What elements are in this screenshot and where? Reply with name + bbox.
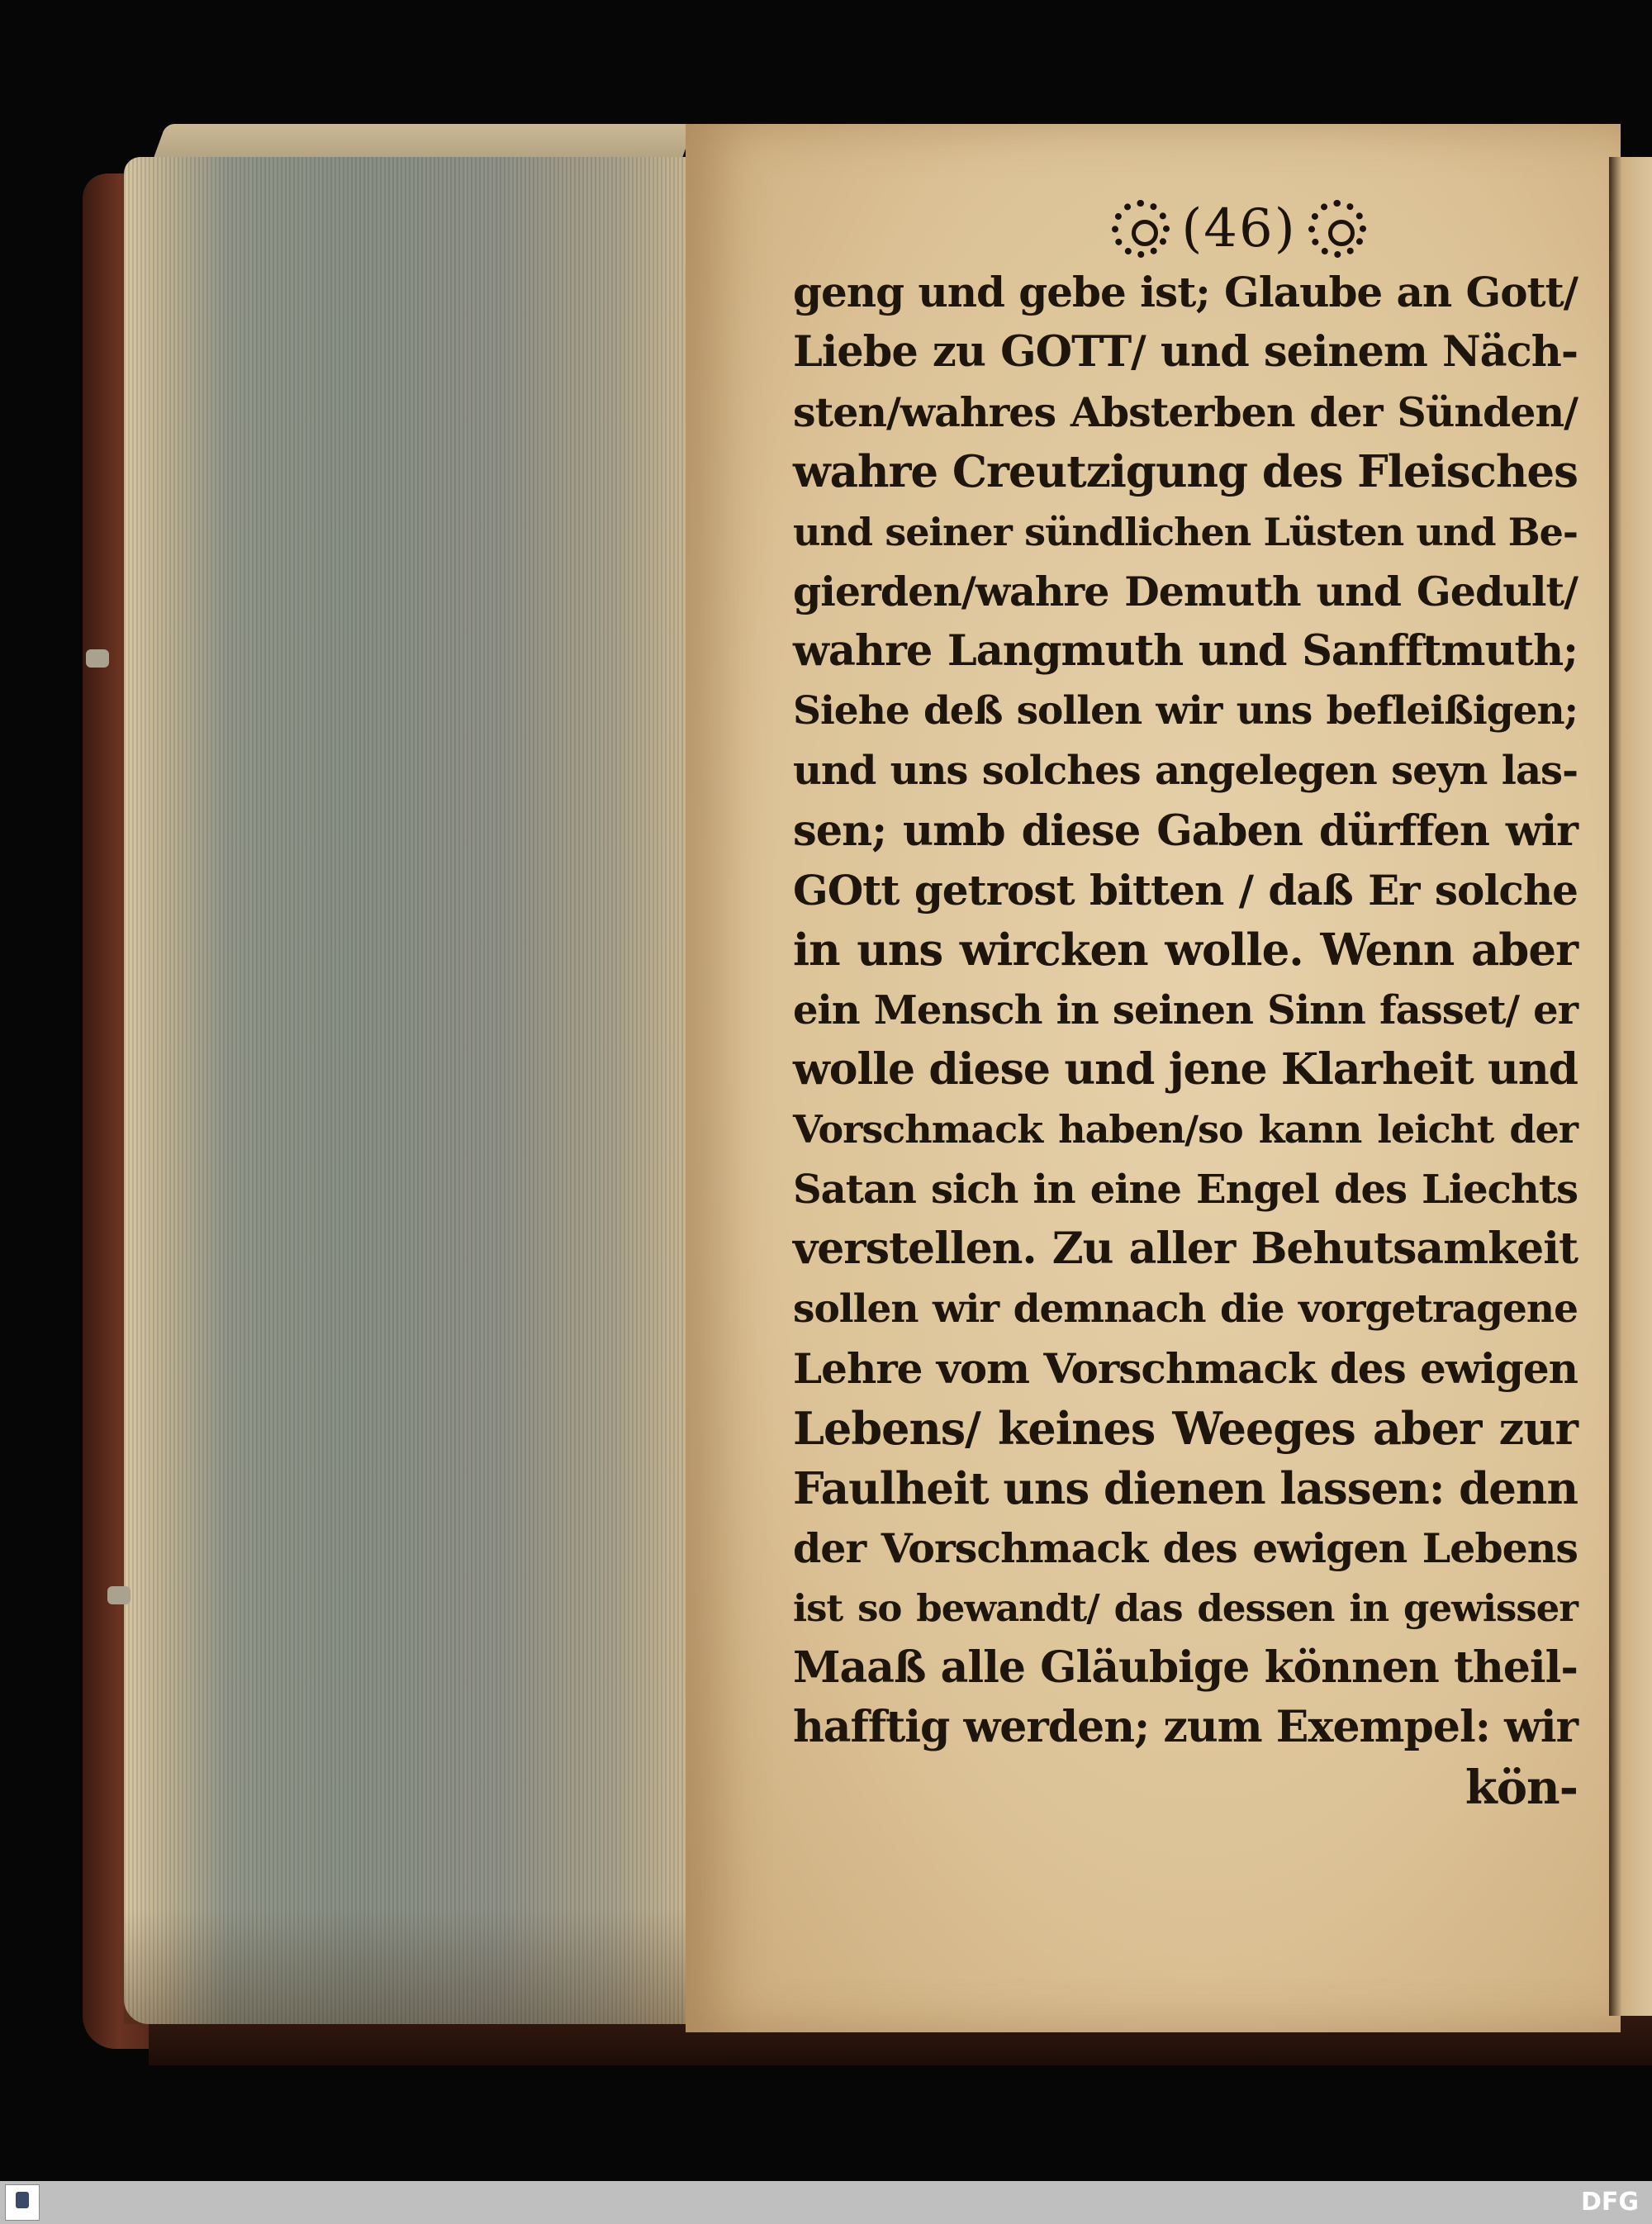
page-number: (46) (1181, 198, 1297, 259)
text-line: GOtt getrost bitten / daß Er solche (793, 865, 1578, 915)
text-line: der Vorschmack des ewigen Lebens (793, 1524, 1578, 1573)
page-text (793, 263, 1578, 1818)
text-line: sollen wir demnach die vorgetragene (793, 1285, 1578, 1332)
text-line: in uns wircken wolle. Wenn aber (793, 924, 1578, 977)
text-line: geng und gebe ist; Glaube an Gott/ (793, 268, 1578, 316)
text-line: sen; umb diese Gaben dürffen wir (793, 805, 1578, 856)
text-line: Lebens/ keines Weeges aber zur (793, 1402, 1578, 1456)
footer-brand[interactable]: DFG (1580, 2188, 1639, 2217)
text-line: wahre Creutzigung des Fleisches (793, 446, 1578, 498)
viewer-footer (0, 2181, 1652, 2224)
text-line: sten/wahres Absterben der Sünden/ (793, 387, 1578, 436)
library-logo-icon[interactable] (5, 2184, 40, 2221)
text-line: Lehre vom Vorschmack des ewigen (793, 1344, 1578, 1394)
text-line: Siehe deß sollen wir uns befleißigen; (793, 687, 1578, 734)
text-line: Maaß alle Gläubige können theil- (793, 1642, 1578, 1693)
clasp-pin-icon (86, 649, 109, 668)
text-line: und uns solches angelegen seyn las- (793, 748, 1578, 795)
page-header (1090, 192, 1388, 266)
text-line: und seiner sündlichen Lüsten und Be- (793, 509, 1578, 554)
rosette-ornament-icon (1112, 200, 1170, 258)
text-line: Faulheit uns dienen lassen: denn (793, 1462, 1578, 1514)
clasp-pin-icon (107, 1586, 131, 1604)
text-line: ist so bewandt/ das dessen in gewisser (793, 1585, 1578, 1630)
text-line: gierden/wahre Demuth und Gedult/ (793, 567, 1578, 615)
text-line: Liebe zu GOTT/ und seinem Näch- (793, 327, 1578, 378)
text-line: wahre Langmuth und Sanfftmuth; (793, 626, 1578, 677)
text-line: Vorschmack haben/so kann leicht der (793, 1107, 1578, 1152)
page-stack-fore-edge (124, 157, 702, 2024)
text-line: ein Mensch in seinen Sinn fasset/ er (793, 986, 1578, 1034)
text-line: hafftig werden; zum Exempel: wir (793, 1702, 1578, 1753)
text-line: Satan sich in eine Engel des Liechts (793, 1166, 1578, 1213)
catchword: kön- (1464, 1760, 1578, 1815)
facing-page-edge (1609, 157, 1652, 2016)
rosette-ornament-icon (1308, 200, 1366, 258)
text-line: wolle diese und jene Klarheit und (793, 1044, 1578, 1095)
text-line: verstellen. Zu aller Behutsamkeit (793, 1224, 1578, 1275)
